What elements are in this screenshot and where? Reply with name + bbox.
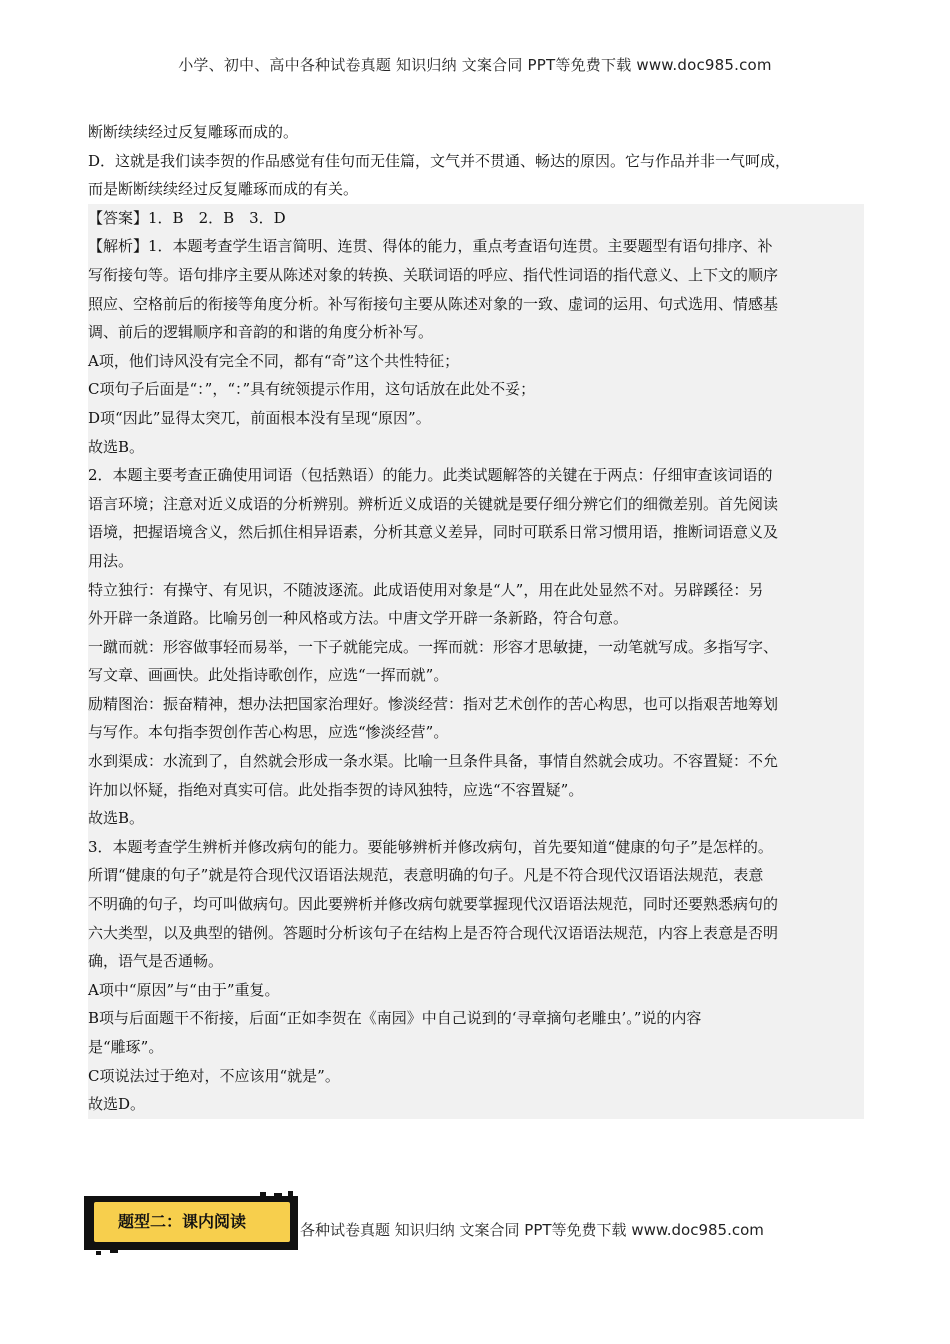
- text-line: 2．本题主要考查正确使用词语（包括熟语）的能力。此类试题解答的关键在于两点：仔细审查该词语的: [88, 466, 773, 485]
- text-line: 语言环境；注意对近义成语的分析辨别。辨析近义成语的关键就是要仔细分辨它们的细微差别。首先阅读: [88, 494, 779, 513]
- brush-speck: [96, 1251, 101, 1255]
- text-line: 励精图治：振奋精神，想办法把国家治理好。惨淡经营：指对艺术创作的苦心构思，也可以指艰苦地筹划: [88, 694, 779, 713]
- brush-speck: [110, 1250, 118, 1253]
- section-tag-label: 题型二：课内阅读: [94, 1202, 290, 1242]
- text-line: 是“雕琢”。: [88, 1038, 164, 1056]
- text-line: 写衔接句等。语句排序主要从陈述对象的转换、关联词语的呼应、指代性词语的指代意义、上下文的顺序: [88, 265, 779, 284]
- text-line: D项“因此”显得太突兀，前面根本没有呈现“原因”。: [88, 408, 431, 427]
- footer-text: 各种试卷真题 知识归纳 文案合同 PPT等免费下载 www.doc985.com: [300, 1221, 764, 1239]
- text-line: 而是断断续续经过反复雕琢而成的有关。: [88, 180, 359, 199]
- text-line: 一蹴而就：形容做事轻而易举，一下子就能完成。一挥而就：形容才思敏捷，一动笔就写成。多指写字、: [88, 637, 779, 656]
- text-line: A项中“原因”与“由于”重复。: [88, 980, 280, 999]
- text-line: 写文章、画画快。此处指诗歌创作，应选“一挥而就”。: [88, 666, 449, 685]
- text-line: 断断续续经过反复雕琢而成的。: [88, 123, 299, 141]
- text-line: 故选B。: [88, 437, 145, 456]
- text-line: 不明确的句子，均可叫做病句。因此要辨析并修改病句就要掌握现代汉语语法规范，同时还要熟悉病句的: [88, 895, 779, 914]
- previous-question-option: [88, 118, 864, 204]
- answer-line: 【答案】1．B 2．B 3．D: [88, 208, 286, 227]
- text-line: B项与后面题干不衔接，后面“正如李贺在《南园》中自己说到的‘寻章摘句老雕虫’。”说的内容: [88, 1009, 702, 1028]
- text-line: 所谓“健康的句子”就是符合现代汉语语法规范，表意明确的句子。凡是不符合现代汉语语法规范，表意: [88, 866, 764, 885]
- text-line: C项说法过于绝对，不应该用“就是”。: [88, 1066, 340, 1085]
- text-line: 用法。: [88, 551, 134, 570]
- text-line: A项，他们诗风没有完全不同，都有“奇”这个共性特征；: [88, 351, 460, 370]
- brush-speck: [260, 1192, 266, 1196]
- text-line: 【解析】1．本题考查学生语言简明、连贯、得体的能力，重点考查语句连贯。主要题型有语句排序、补: [88, 237, 773, 256]
- brush-speck: [274, 1193, 282, 1196]
- text-line: 六大类型，以及典型的错例。答题时分析该句子在结构上是否符合现代汉语语法规范，内容上表意是否明: [88, 923, 779, 942]
- text-line: 故选D。: [88, 1095, 146, 1114]
- answer-analysis-block: [88, 204, 864, 1119]
- text-line: 外开辟一条道路。比喻另创一种风格或方法。中唐文学开辟一条新路，符合句意。: [88, 609, 629, 628]
- text-line: C项句子后面是“：”，“：”具有统领提示作用，这句话放在此处不妥；: [88, 380, 536, 399]
- text-line: 调、前后的逻辑顺序和音韵的和谐的角度分析补写。: [88, 323, 434, 342]
- text-line: 3．本题考查学生辨析并修改病句的能力。要能够辨析并修改病句，首先要知道“健康的句子”是怎样的。: [88, 837, 773, 856]
- brush-speck: [288, 1191, 293, 1196]
- text-line: 确，语气是否通畅。: [88, 952, 224, 971]
- page-header: 小学、初中、高中各种试卷真题 知识归纳 文案合同 PPT等免费下载 www.doc985.com: [178, 56, 772, 74]
- text-line: 照应、空格前后的衔接等角度分析。补写衔接句主要从陈述对象的一致、虚词的运用、句式选用、情感基: [88, 294, 779, 313]
- text-line: 故选B。: [88, 809, 145, 828]
- section-tag: [84, 1196, 298, 1250]
- text-line: D．这就是我们读李贺的作品感觉有佳句而无佳篇，文气并不贯通、畅达的原因。它与作品并非一气呵成，: [88, 151, 791, 170]
- text-line: 特立独行：有操守、有见识，不随波逐流。此成语使用对象是“人”，用在此处显然不对。另辟蹊径：另: [88, 580, 764, 599]
- text-line: 语境，把握语境含义，然后抓住相异语素，分析其意义差异，同时可联系日常习惯用语，推断词语意义及: [88, 523, 779, 542]
- text-line: 与写作。本句指李贺创作苦心构思，应选“惨淡经营”。: [88, 723, 449, 742]
- document-body: [88, 118, 864, 1119]
- text-line: 许加以怀疑，指绝对真实可信。此处指李贺的诗风独特，应选“不容置疑”。: [88, 780, 584, 799]
- text-line: 水到渠成：水流到了，自然就会形成一条水渠。比喻一旦条件具备，事情自然就会成功。不容置疑：不允: [88, 752, 779, 771]
